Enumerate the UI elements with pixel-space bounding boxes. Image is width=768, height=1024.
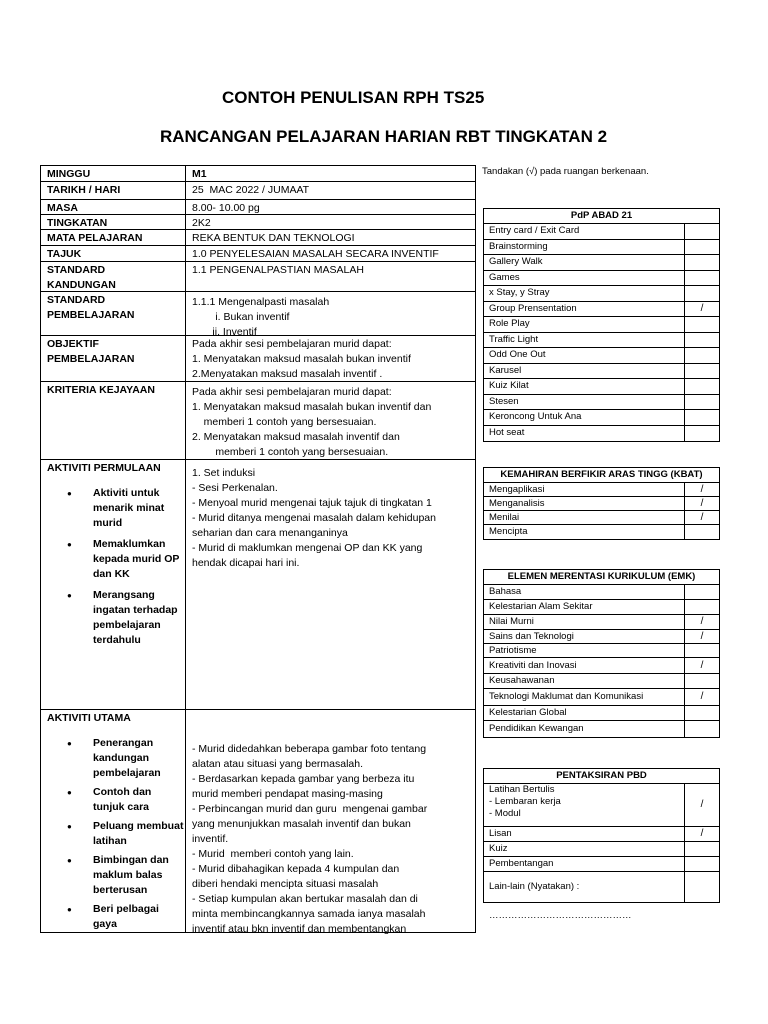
value-line: diberi hendaki mencipta situasi masalah xyxy=(192,878,379,890)
tick-cell[interactable] xyxy=(684,348,719,363)
pdp-row xyxy=(484,224,719,240)
pdp-row xyxy=(484,410,719,426)
emk-item-name: Patriotisme xyxy=(489,645,537,656)
kbat-row xyxy=(484,483,719,497)
pdp-item-name: Hot seat xyxy=(489,426,525,438)
pdp-item-name: Keroncong Untuk Ana xyxy=(489,411,582,422)
pdp-row xyxy=(484,426,719,442)
pdp-abad21-table xyxy=(483,208,720,442)
kbat-item-name: Menganalisis xyxy=(489,498,545,509)
objective-bullet-list xyxy=(47,736,185,932)
value-line: 25 MAC 2022 / JUMAAT xyxy=(192,184,310,196)
pdp-row xyxy=(484,286,719,302)
row-label xyxy=(41,182,186,199)
row-label-text: KRITERIA KEJAYAAN xyxy=(47,384,155,396)
emk-row xyxy=(484,644,719,658)
tick-cell[interactable] xyxy=(684,240,719,255)
pbd-header: PENTAKSIRAN PBD xyxy=(484,769,719,784)
kbat-item-name: Mengaplikasi xyxy=(489,484,545,495)
emk-item-name: Sains dan Teknologi xyxy=(489,631,574,642)
value-line: - Murid di maklumkan mengenai OP dan KK yang xyxy=(192,542,423,554)
tick-cell[interactable]: / xyxy=(684,827,719,841)
objective-bullet-list xyxy=(47,486,185,648)
tick-cell[interactable] xyxy=(684,857,719,871)
pdp-row xyxy=(484,302,719,318)
pdp-row xyxy=(484,364,719,380)
emk-item-name: Kelestarian Global xyxy=(489,707,567,718)
kbat-header: KEMAHIRAN BERFIKIR ARAS TINGG (KBAT) xyxy=(484,468,719,483)
value-line xyxy=(192,727,475,742)
pdp-item-name: Games xyxy=(489,271,520,283)
row-value xyxy=(186,710,475,935)
emk-table xyxy=(483,569,720,738)
table-row xyxy=(41,262,475,292)
pdp-item-name: Kuiz Kilat xyxy=(489,380,529,391)
row-label-text: TARIKH / HARI xyxy=(47,184,121,196)
emk-row xyxy=(484,674,719,689)
row-label xyxy=(41,200,186,214)
kbat-item-name: Mencipta xyxy=(489,526,528,537)
value-line: - Murid ditanya mengenai masalah dalam kehidupan xyxy=(192,512,436,524)
pdp-row xyxy=(484,348,719,364)
emk-item-name: Kelestarian Alam Sekitar xyxy=(489,601,593,612)
tick-cell[interactable] xyxy=(684,364,719,379)
row-value xyxy=(186,460,475,709)
tick-cell[interactable] xyxy=(684,410,719,425)
tick-cell[interactable] xyxy=(684,317,719,332)
row-label-text: AKTIVITI PERMULAAN xyxy=(47,462,161,474)
pdp-item-name: Brainstorming xyxy=(489,240,548,252)
emk-row xyxy=(484,615,719,630)
pdp-header: PdP ABAD 21 xyxy=(484,209,719,224)
row-label-text: AKTIVITI UTAMA xyxy=(47,712,131,724)
tick-cell[interactable]: / xyxy=(684,630,719,643)
kbat-row xyxy=(484,497,719,511)
row-value xyxy=(186,200,475,214)
emk-row xyxy=(484,600,719,615)
row-label-text: MATA PELAJARAN xyxy=(47,232,143,244)
row-label xyxy=(41,166,186,181)
value-line: 1. Menyatakan maksud masalah bukan inventif xyxy=(192,353,411,365)
document-subtitle: RANCANGAN PELAJARAN HARIAN RBT TINGKATAN 2 xyxy=(160,127,608,146)
value-line: - Menyoal murid mengenai tajuk tajuk di tingkatan 1 xyxy=(192,497,432,509)
pbd-table xyxy=(483,768,720,921)
row-value xyxy=(186,336,475,381)
pbd-item-name: Latihan Bertulis - Lembaran kerja - Modul xyxy=(489,784,561,819)
row-label xyxy=(41,246,186,261)
row-value xyxy=(186,246,475,261)
tick-cell[interactable]: / xyxy=(684,615,719,629)
value-line: REKA BENTUK DAN TEKNOLOGI xyxy=(192,232,355,244)
pbd-row xyxy=(484,784,719,827)
tick-cell[interactable] xyxy=(684,395,719,410)
emk-row xyxy=(484,706,719,721)
value-line: - Perbincangan murid dan guru mengenai gambar xyxy=(192,803,428,815)
pbd-item-name: Kuiz xyxy=(489,843,508,854)
tick-cell[interactable]: / xyxy=(684,302,719,317)
row-label-text: TINGKATAN xyxy=(47,217,108,229)
tick-cell[interactable]: / xyxy=(684,658,719,673)
value-line: 1.1.1 Mengenalpasti masalah xyxy=(192,296,330,308)
row-value xyxy=(186,230,475,245)
value-line: - Murid didedahkan beberapa gambar foto tentang xyxy=(192,743,427,755)
table-row xyxy=(41,215,475,230)
value-line: - Berdasarkan kepada gambar yang berbeza itu xyxy=(192,773,415,785)
bullet-item: ● Peluang membuat latihan xyxy=(47,819,185,849)
bullet-item: ● Contoh dan tunjuk cara xyxy=(47,785,185,815)
row-value xyxy=(186,182,475,199)
tick-cell[interactable]: / xyxy=(684,483,719,496)
row-label-text: MINGGU xyxy=(47,168,91,180)
tick-cell[interactable] xyxy=(684,644,719,657)
emk-item-name: Pendidikan Kewangan xyxy=(489,723,584,734)
value-line: ii. Inventif xyxy=(192,326,257,338)
row-label xyxy=(41,336,186,381)
pdp-row xyxy=(484,333,719,349)
emk-row xyxy=(484,658,719,674)
value-line: - Murid memberi contoh yang lain. xyxy=(192,848,354,860)
value-line: 2. Menyatakan maksud masalah inventif dan xyxy=(192,431,400,443)
table-row xyxy=(41,292,475,336)
value-line: inventif atau bkn inventif dan membentangkan xyxy=(192,923,407,935)
pdp-item-name: Entry card / Exit Card xyxy=(489,225,580,236)
pdp-item-name: Karusel xyxy=(489,364,522,376)
pdp-item-name: Odd One Out xyxy=(489,349,546,360)
row-value xyxy=(186,166,475,181)
tick-cell[interactable]: / xyxy=(684,497,719,510)
value-line: inventif. xyxy=(192,833,229,845)
row-label xyxy=(41,710,186,932)
row-label-text: STANDARD PEMBELAJARAN xyxy=(47,294,135,321)
bullet-item: ● Memaklumkan kepada murid OP dan KK xyxy=(47,537,185,582)
pbd-item-name: Pembentangan xyxy=(489,858,554,869)
pdp-row xyxy=(484,255,719,271)
kbat-row xyxy=(484,525,719,539)
instruction-note: Tandakan (√) pada ruangan berkenaan. xyxy=(482,166,649,177)
row-label xyxy=(41,382,186,459)
row-label-text: TAJUK xyxy=(47,248,82,260)
bullet-item: ● Merangsang ingatan terhadap pembelajaran terdahulu xyxy=(47,588,185,648)
pbd-row xyxy=(484,842,719,857)
value-line: seharian dan cara menanganinya xyxy=(192,527,348,539)
value-line: murid memberi pendapat masing-masing xyxy=(192,788,383,800)
tick-cell[interactable] xyxy=(684,706,719,720)
bullet-item: ● Penerangan kandungan pembelajaran xyxy=(47,736,185,781)
kbat-row xyxy=(484,511,719,525)
table-row xyxy=(41,182,475,200)
row-label xyxy=(41,215,186,229)
row-label xyxy=(41,230,186,245)
tick-cell[interactable]: / xyxy=(684,511,719,524)
value-line: i. Bukan inventif xyxy=(192,311,290,323)
pbd-row xyxy=(484,872,719,921)
value-line: 1.0 PENYELESAIAN MASALAH SECARA INVENTIF xyxy=(192,248,439,260)
value-line: - Setiap kumpulan akan bertukar masalah dan di xyxy=(192,893,418,905)
emk-item-name: Bahasa xyxy=(489,586,522,597)
pdp-item-name: x Stay, y Stray xyxy=(489,287,550,298)
value-line: 1. Set induksi xyxy=(192,467,256,479)
pdp-item-name: Group Prensentation xyxy=(489,302,577,314)
value-line: minta membincangkannya samada ianya masalah xyxy=(192,908,426,920)
value-line: 2.Menyatakan maksud masalah inventif . xyxy=(192,368,383,380)
pdp-row xyxy=(484,317,719,333)
value-line: Pada akhir sesi pembelajaran murid dapat: xyxy=(192,338,392,350)
pdp-item-name: Traffic Light xyxy=(489,333,539,345)
table-row xyxy=(41,246,475,262)
tick-cell[interactable]: / xyxy=(684,784,719,826)
row-value xyxy=(186,262,475,291)
table-row xyxy=(41,710,475,935)
bullet-item: ● Beri pelbagai gaya xyxy=(47,902,185,932)
tick-cell[interactable] xyxy=(684,286,719,301)
value-line: 2K2 xyxy=(192,217,211,229)
value-line xyxy=(192,712,475,727)
emk-row xyxy=(484,585,719,600)
value-line: alatan atau situasi yang bermasalah. xyxy=(192,758,364,770)
tick-cell[interactable] xyxy=(684,842,719,856)
value-line: M1 xyxy=(192,168,207,180)
row-label xyxy=(41,262,186,291)
row-label xyxy=(41,292,186,335)
tick-cell[interactable] xyxy=(684,255,719,270)
pdp-row xyxy=(484,379,719,395)
table-row xyxy=(41,230,475,246)
tick-cell[interactable] xyxy=(684,600,719,614)
emk-item-name: Teknologi Maklumat dan Komunikasi xyxy=(489,691,644,702)
tick-cell[interactable] xyxy=(684,379,719,394)
bullet-item: ● Bimbingan dan maklum balas berterusan xyxy=(47,853,185,898)
row-value xyxy=(186,382,475,459)
value-line: 1.1 PENGENALPASTIAN MASALAH xyxy=(192,264,364,276)
tick-cell[interactable]: / xyxy=(684,689,719,705)
value-line: yang menunjukkan masalah inventif dan bukan xyxy=(192,818,411,830)
row-label xyxy=(41,460,186,709)
lesson-plan-table xyxy=(40,165,476,933)
tick-cell[interactable] xyxy=(684,721,719,737)
tick-cell[interactable] xyxy=(684,872,719,902)
tick-cell[interactable] xyxy=(684,224,719,239)
value-line: 8.00- 10.00 pg xyxy=(192,202,260,214)
kbat-table xyxy=(483,467,720,540)
pdp-row xyxy=(484,271,719,287)
pdp-item-name: Role Play xyxy=(489,318,530,329)
row-label-text: STANDARD KANDUNGAN xyxy=(47,264,116,291)
pbd-row xyxy=(484,857,719,872)
emk-item-name: Nilai Murni xyxy=(489,616,534,627)
tick-cell[interactable] xyxy=(684,426,719,442)
table-row xyxy=(41,382,475,460)
document-title: CONTOH PENULISAN RPH TS25 xyxy=(222,88,485,107)
emk-row xyxy=(484,689,719,706)
tick-cell[interactable] xyxy=(684,271,719,286)
pbd-item-name: Lisan xyxy=(489,828,512,839)
tick-cell[interactable] xyxy=(684,333,719,348)
pbd-row xyxy=(484,827,719,842)
table-row xyxy=(41,336,475,382)
value-line: - Murid dibahagikan kepada 4 kumpulan dan xyxy=(192,863,400,875)
tick-cell[interactable] xyxy=(684,525,719,539)
value-line: memberi 1 contoh yang bersesuaian. xyxy=(192,446,389,458)
tick-cell[interactable] xyxy=(684,674,719,688)
pdp-row xyxy=(484,395,719,411)
table-row xyxy=(41,166,475,182)
value-line: Pada akhir sesi pembelajaran murid dapat: xyxy=(192,386,392,398)
table-row xyxy=(41,460,475,710)
emk-row xyxy=(484,721,719,737)
tick-cell[interactable] xyxy=(684,585,719,599)
row-label-text: OBJEKTIF PEMBELAJARAN xyxy=(47,338,135,365)
row-value xyxy=(186,292,475,338)
pbd-item-name: Lain-lain (Nyatakan) : ……………………………………… xyxy=(489,881,632,921)
emk-row xyxy=(484,630,719,644)
table-row xyxy=(41,200,475,215)
value-line: memberi 1 contoh yang bersesuaian. xyxy=(192,416,377,428)
row-label-text: MASA xyxy=(47,202,78,214)
value-line: 1. Menyatakan maksud masalah bukan inventif dan xyxy=(192,401,432,413)
emk-header: ELEMEN MERENTASI KURIKULUM (EMK) xyxy=(484,570,719,585)
pdp-item-name: Stesen xyxy=(489,395,519,407)
pdp-row xyxy=(484,240,719,256)
row-value xyxy=(186,215,475,229)
value-line: - Sesi Perkenalan. xyxy=(192,482,278,494)
value-line: hendak dicapai hari ini. xyxy=(192,557,300,569)
bullet-item: ● Aktiviti untuk menarik minat murid xyxy=(47,486,185,531)
emk-item-name: Kreativiti dan Inovasi xyxy=(489,660,577,671)
emk-item-name: Keusahawanan xyxy=(489,675,555,686)
kbat-item-name: Menilai xyxy=(489,512,520,523)
pdp-item-name: Gallery Walk xyxy=(489,256,543,267)
